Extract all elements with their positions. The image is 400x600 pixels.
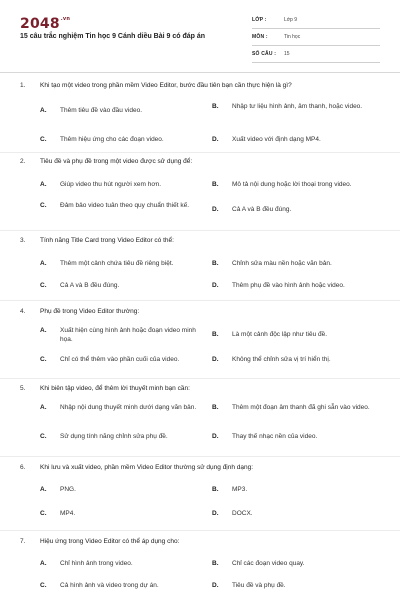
option-text: Không thể chỉnh sửa vị trí hiển thị. bbox=[232, 356, 331, 363]
question-number: 2. bbox=[20, 158, 26, 165]
option-text: MP3. bbox=[232, 486, 248, 493]
option-letter: D. bbox=[212, 510, 219, 517]
option-a[interactable] bbox=[40, 404, 210, 413]
logo-main-text: 2048 bbox=[20, 16, 60, 32]
option-text: Tiêu đề và phụ đề. bbox=[232, 582, 286, 589]
question-text: Tính năng Title Card trong Video Editor có thể: bbox=[40, 237, 174, 244]
option-letter: B. bbox=[212, 260, 219, 267]
option-a[interactable] bbox=[40, 327, 210, 345]
question-line bbox=[20, 538, 380, 545]
option-letter: C. bbox=[40, 136, 47, 143]
option-text: Thêm hiệu ứng cho các đoạn video. bbox=[60, 136, 164, 143]
option-text: Chỉ hình ảnh trong video. bbox=[60, 560, 133, 567]
option-letter: A. bbox=[40, 107, 47, 114]
question-text: Khi lưu và xuất video, phần mềm Video Editor thường sử dụng định dạng: bbox=[40, 464, 254, 471]
option-letter: A. bbox=[40, 260, 47, 267]
option-letter: D. bbox=[212, 582, 219, 589]
option-text: Chỉ các đoạn video quay. bbox=[232, 560, 305, 567]
question-divider bbox=[0, 300, 400, 301]
option-letter: C. bbox=[40, 510, 47, 517]
option-letter: C. bbox=[40, 433, 47, 440]
option-text: Thêm một cảnh chứa tiêu đề riêng biệt. bbox=[60, 260, 174, 267]
meta-value-subject: Tin học bbox=[284, 34, 301, 40]
question-number: 6. bbox=[20, 464, 26, 471]
question-text: Phụ đề trong Video Editor thường: bbox=[40, 308, 140, 315]
option-letter: D. bbox=[212, 282, 219, 289]
option-c[interactable] bbox=[40, 282, 210, 291]
option-letter: C. bbox=[40, 202, 47, 209]
option-text: Mô tả nội dung hoặc lời thoại trong video. bbox=[232, 181, 352, 188]
question-divider bbox=[0, 230, 400, 231]
option-a[interactable] bbox=[40, 181, 210, 190]
option-c[interactable] bbox=[40, 510, 210, 519]
option-b[interactable] bbox=[212, 486, 382, 495]
meta-label-subject: MÔN : bbox=[252, 34, 268, 40]
option-a[interactable] bbox=[40, 260, 210, 269]
option-d[interactable] bbox=[212, 136, 382, 145]
option-c[interactable] bbox=[40, 136, 210, 145]
question-number: 3. bbox=[20, 237, 26, 244]
option-text: Thêm tiêu đề vào đầu video. bbox=[60, 107, 143, 114]
option-text: Thêm phụ đề vào hình ảnh hoặc video. bbox=[232, 282, 345, 289]
option-letter: B. bbox=[212, 404, 219, 411]
option-d[interactable] bbox=[212, 282, 382, 291]
option-a[interactable] bbox=[40, 486, 210, 495]
option-a[interactable] bbox=[40, 107, 210, 116]
meta-value-grade: Lớp 9 bbox=[284, 17, 298, 23]
meta-row-grade bbox=[252, 12, 380, 29]
meta-row-count bbox=[252, 46, 380, 63]
option-text: Thay thế nhạc nền của video. bbox=[232, 433, 318, 440]
question-line bbox=[20, 158, 380, 165]
option-letter: C. bbox=[40, 282, 47, 289]
option-c[interactable] bbox=[40, 356, 210, 365]
option-letter: C. bbox=[40, 356, 47, 363]
option-text: DOCX. bbox=[232, 510, 253, 517]
option-letter: A. bbox=[40, 404, 47, 411]
option-letter: D. bbox=[212, 356, 219, 363]
question-line bbox=[20, 237, 380, 244]
option-text: Chỉnh sửa màu nền hoặc văn bản. bbox=[232, 260, 332, 267]
question-number: 1. bbox=[20, 82, 26, 89]
option-text: Xuất video với định dạng MP4. bbox=[232, 136, 321, 143]
option-b[interactable] bbox=[212, 404, 382, 413]
question-line bbox=[20, 308, 380, 315]
option-text: Sử dụng tính năng chỉnh sửa phụ đề. bbox=[60, 433, 168, 440]
document-title: 15 câu trắc nghiệm Tin học 9 Cánh diều Bài 9 có đáp án bbox=[20, 33, 206, 40]
option-b[interactable] bbox=[212, 560, 382, 569]
option-d[interactable] bbox=[212, 206, 382, 215]
question-number: 5. bbox=[20, 385, 26, 392]
option-letter: A. bbox=[40, 327, 47, 334]
logo-suffix-text: .vn bbox=[60, 16, 71, 22]
option-text: Nhập nội dung thuyết minh dưới dạng văn bản. bbox=[60, 404, 197, 411]
option-text: Đảm bảo video tuân theo quy chuẩn thiết kế. bbox=[60, 202, 190, 209]
option-d[interactable] bbox=[212, 582, 382, 591]
option-d[interactable] bbox=[212, 356, 382, 365]
site-logo[interactable] bbox=[20, 16, 70, 32]
option-b[interactable] bbox=[212, 331, 382, 340]
option-text: Chỉ có thể thêm vào phần cuối của video. bbox=[60, 356, 180, 363]
question-text: Khi tạo một video trong phần mềm Video Editor, bước đầu tiên bạn cần thực hiện là gì? bbox=[40, 82, 292, 89]
option-text: MP4. bbox=[60, 510, 76, 517]
question-divider bbox=[0, 152, 400, 153]
option-text: PNG. bbox=[60, 486, 76, 493]
header-divider bbox=[0, 72, 400, 73]
option-text: Giúp video thu hút người xem hơn. bbox=[60, 181, 162, 188]
question-text: Hiệu ứng trong Video Editor có thể áp dụng cho: bbox=[40, 538, 180, 545]
option-c[interactable] bbox=[40, 582, 210, 591]
option-b[interactable] bbox=[212, 260, 382, 269]
option-d[interactable] bbox=[212, 433, 382, 442]
option-letter: D. bbox=[212, 136, 219, 143]
option-text: Nhập tư liệu hình ảnh, âm thanh, hoặc video. bbox=[232, 103, 363, 110]
question-divider bbox=[0, 456, 400, 457]
question-text: Tiêu đề và phụ đề trong một video được sử dụng để: bbox=[40, 158, 193, 165]
option-text: Xuất hiện cùng hình ảnh hoặc đoạn video minh họa. bbox=[60, 327, 196, 343]
meta-label-grade: LỚP : bbox=[252, 17, 267, 23]
option-letter: A. bbox=[40, 181, 47, 188]
option-text: Cả A và B đều đúng. bbox=[60, 282, 120, 289]
option-letter: D. bbox=[212, 433, 219, 440]
option-letter: B. bbox=[212, 181, 219, 188]
option-text: Cả hình ảnh và video trong dự án. bbox=[60, 582, 159, 589]
question-line bbox=[20, 82, 380, 89]
option-text: Cả A và B đều đúng. bbox=[232, 206, 292, 213]
option-text: Là một cảnh độc lập như tiêu đề. bbox=[232, 331, 328, 338]
question-number: 4. bbox=[20, 308, 26, 315]
option-c[interactable] bbox=[40, 433, 210, 442]
meta-row-subject bbox=[252, 29, 380, 46]
question-divider bbox=[0, 378, 400, 379]
option-a[interactable] bbox=[40, 560, 210, 569]
option-letter: A. bbox=[40, 560, 47, 567]
question-line bbox=[20, 385, 380, 392]
option-letter: A. bbox=[40, 486, 47, 493]
meta-label-count: SỐ CÂU : bbox=[252, 51, 277, 57]
option-b[interactable] bbox=[212, 181, 382, 190]
option-letter: C. bbox=[40, 582, 47, 589]
option-letter: B. bbox=[212, 560, 219, 567]
option-text: Thêm một đoạn âm thanh đã ghi sẵn vào video. bbox=[232, 404, 370, 411]
question-line bbox=[20, 464, 380, 471]
meta-value-count: 15 bbox=[284, 51, 290, 57]
option-letter: D. bbox=[212, 206, 219, 213]
option-c[interactable] bbox=[40, 202, 210, 211]
question-text: Khi biên tập video, để thêm lời thuyết minh bạn cần: bbox=[40, 385, 190, 392]
question-number: 7. bbox=[20, 538, 26, 545]
option-letter: B. bbox=[212, 486, 219, 493]
option-d[interactable] bbox=[212, 510, 382, 519]
question-divider bbox=[0, 530, 400, 531]
option-letter: B. bbox=[212, 331, 219, 338]
document-meta bbox=[252, 12, 380, 63]
document-header bbox=[0, 0, 400, 72]
option-letter: B. bbox=[212, 103, 219, 110]
option-b[interactable] bbox=[212, 103, 382, 112]
